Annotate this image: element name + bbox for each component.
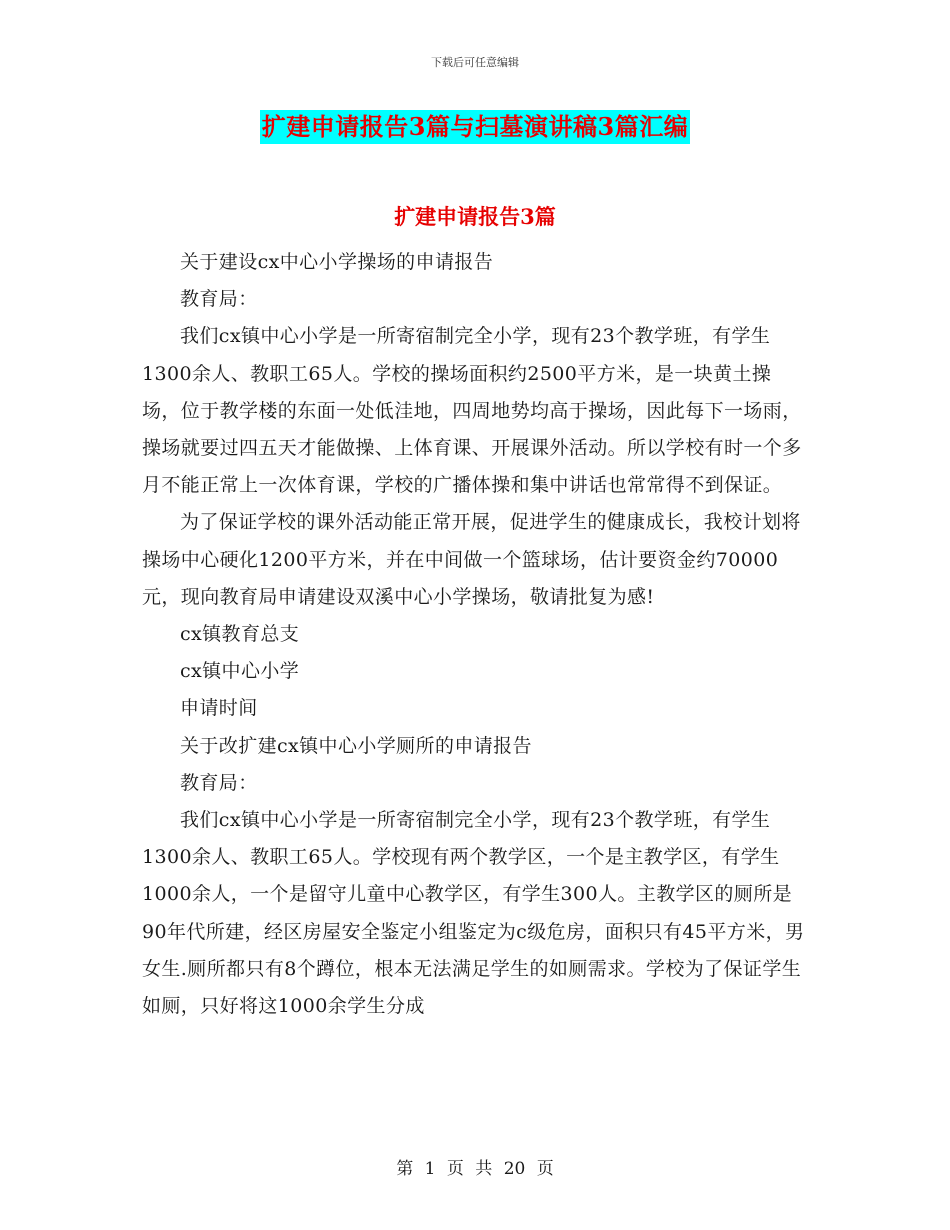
header-note: 下载后可任意编辑	[431, 56, 519, 69]
main-title-container	[0, 110, 950, 144]
page-footer: 第 1 页 共 20 页	[396, 1159, 554, 1179]
paragraph-heading-2: 关于改扩建cx镇中心小学厕所的申请报告	[180, 734, 532, 757]
main-title: 扩建申请报告3篇与扫墓演讲稿3篇汇编	[260, 110, 690, 144]
paragraph-salutation-1: 教育局：	[180, 288, 258, 311]
paragraph-body-2: 为了保证学校的课外活动能正常开展，促进学生的健康成长，我校计划将操场中心硬化1200平方米，并在中间做一个篮球场，估计要资金约70000元，现向教育局申请建设双溪中心小学操场，敬请批复为感!	[142, 511, 801, 608]
section-title: 扩建申请报告3篇	[394, 204, 556, 229]
paragraph-salutation-2: 教育局：	[180, 771, 258, 794]
paragraph-heading-1: 关于建设cx中心小学操场的申请报告	[180, 251, 494, 273]
paragraph-body-1: 我们cx镇中心小学是一所寄宿制完全小学，现有23个教学班，有学生1300余人、教职工65人。学校的操场面积约2500平方米，是一块黄土操场，位于教学楼的东面一处低洼地，四周地势均高于操场，因此每下一场雨，操场就要过四五天才能做操、上体育课、开展课外活动。所以学校有时一个多月不能正常上一次体育课，学校的广播体操和集中讲话也常常得不到保证。	[142, 325, 802, 497]
paragraph-sender-2: cx镇中心小学	[180, 660, 300, 683]
document-body	[142, 244, 810, 1025]
paragraph-sender-1: cx镇教育总支	[180, 623, 300, 646]
paragraph-date: 申请时间	[180, 697, 258, 720]
paragraph-body-3: 我们cx镇中心小学是一所寄宿制完全小学，现有23个教学班，有学生1300余人、教职工65人。学校现有两个教学区，一个是主教学区，有学生1000余人，一个是留守儿童中心教学区，有学生300人。主教学区的厕所是90年代所建，经区房屋安全鉴定小组鉴定为c级危房，面积只有45平方米，男女生.厕所都只有8个蹲位，根本无法满足学生的如厕需求。学校为了保证学生如厕，只好将这1000余学生分成	[142, 809, 805, 1018]
